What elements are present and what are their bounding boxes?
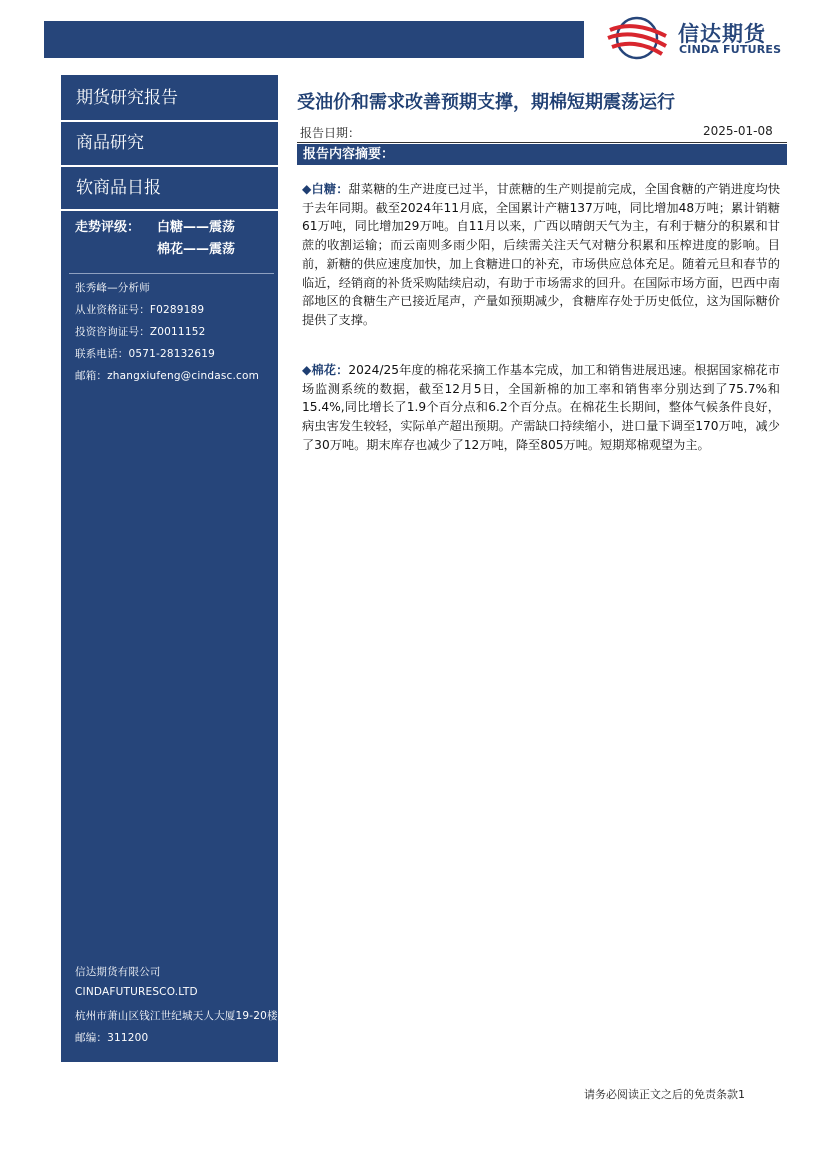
- research-category-title: 商品研究: [76, 133, 144, 153]
- report-date-label: 报告日期：: [300, 126, 361, 140]
- top-banner-bar: [44, 21, 584, 58]
- report-title: 受油价和需求改善预期支撑，期棉短期震荡运行: [297, 92, 675, 113]
- cinda-logo-icon: [604, 16, 670, 60]
- sidebar-divider: [61, 209, 278, 211]
- cotton-summary-paragraph: [302, 361, 780, 455]
- logo-chinese-name: 信达期货: [678, 22, 766, 46]
- logo-english-name: CINDA FUTURES: [679, 43, 782, 56]
- company-address: 杭州市萧山区钱江世纪城天人大厦19-20楼: [75, 1010, 278, 1022]
- summary-heading: 报告内容摘要：: [297, 144, 787, 165]
- contact-email: 邮箱：zhangxiufeng@cindasc.com: [75, 370, 260, 382]
- contact-phone: 联系电话：0571-28132619: [75, 348, 216, 360]
- sidebar-thin-divider: [69, 273, 274, 274]
- qualification-number: 从业资格证号：F0289189: [75, 304, 205, 316]
- sugar-rating: 白糖——震荡: [157, 220, 236, 235]
- report-date-value: 2025-01-08: [703, 124, 773, 138]
- trend-rating-label: 走势评级：: [75, 220, 141, 235]
- consulting-number: 投资咨询证号：Z0011152: [75, 326, 206, 338]
- company-name-cn: 信达期货有限公司: [75, 966, 161, 978]
- diamond-bullet-icon: ◆: [302, 363, 312, 377]
- cotton-rating: 棉花——震荡: [157, 242, 236, 257]
- sidebar: [61, 75, 278, 1062]
- sugar-summary-paragraph: [302, 180, 780, 330]
- analyst-name: 张秀峰—分析师: [75, 282, 150, 294]
- daily-report-title: 软商品日报: [76, 178, 161, 198]
- cotton-label: 棉花：: [311, 363, 349, 377]
- company-name-en: CINDAFUTURESCO.LTD: [75, 986, 198, 998]
- sugar-text: 甜菜糖的生产进度已过半，甘蔗糖的生产则提前完成，全国食糖的产销进度均快于去年同期。截至2024年11月底，全国累计产糖137万吨，同比增加48万吨；累计销糖61万吨，同比增加29万吨。自11月以来，广西以晴朗天气为主，有利于糖分的积累和甘蔗的收割运输；而云南则多雨少阳，后续需关注天气对糖分积累和压榨进度的影响。目前，新糖的供应速度加快，加上食糖进口的补充，市场供应总体充足。随着元旦和春节的临近，经销商的补货采购陆续启动，有助于市场需求的回升。在国际市场方面，巴西中南部地区的食糖生产已接近尾声，产量如预期减少，食糖库存处于历史低位，这为国际糖价提供了支撑。: [302, 182, 781, 327]
- company-postcode: 邮编：311200: [75, 1032, 149, 1044]
- header-rule: [297, 142, 787, 143]
- diamond-bullet-icon: ◆: [302, 182, 312, 196]
- sugar-label: 白糖：: [311, 182, 349, 196]
- cotton-text: 2024/25年度的棉花采摘工作基本完成，加工和销售进展迅速。根据国家棉花市场监测系统的数据，截至12月5日，全国新棉的加工率和销售率分别达到了75.7%和15.4%,同比增长了1.9个百分点和6.2个百分点。在棉花生长期间，整体气候条件良好，病虫害发生较轻，实际单产超出预期。产需缺口持续缩小，进口量下调至170万吨，减少了30万吨。期末库存也减少了12万吨，降至805万吨。短期郑棉观望为主。: [302, 363, 780, 452]
- report-type-title: 期货研究报告: [76, 88, 178, 108]
- cinda-futures-logo: [604, 16, 794, 60]
- disclaimer-footer: 请务必阅读正文之后的免责条款1: [584, 1088, 745, 1101]
